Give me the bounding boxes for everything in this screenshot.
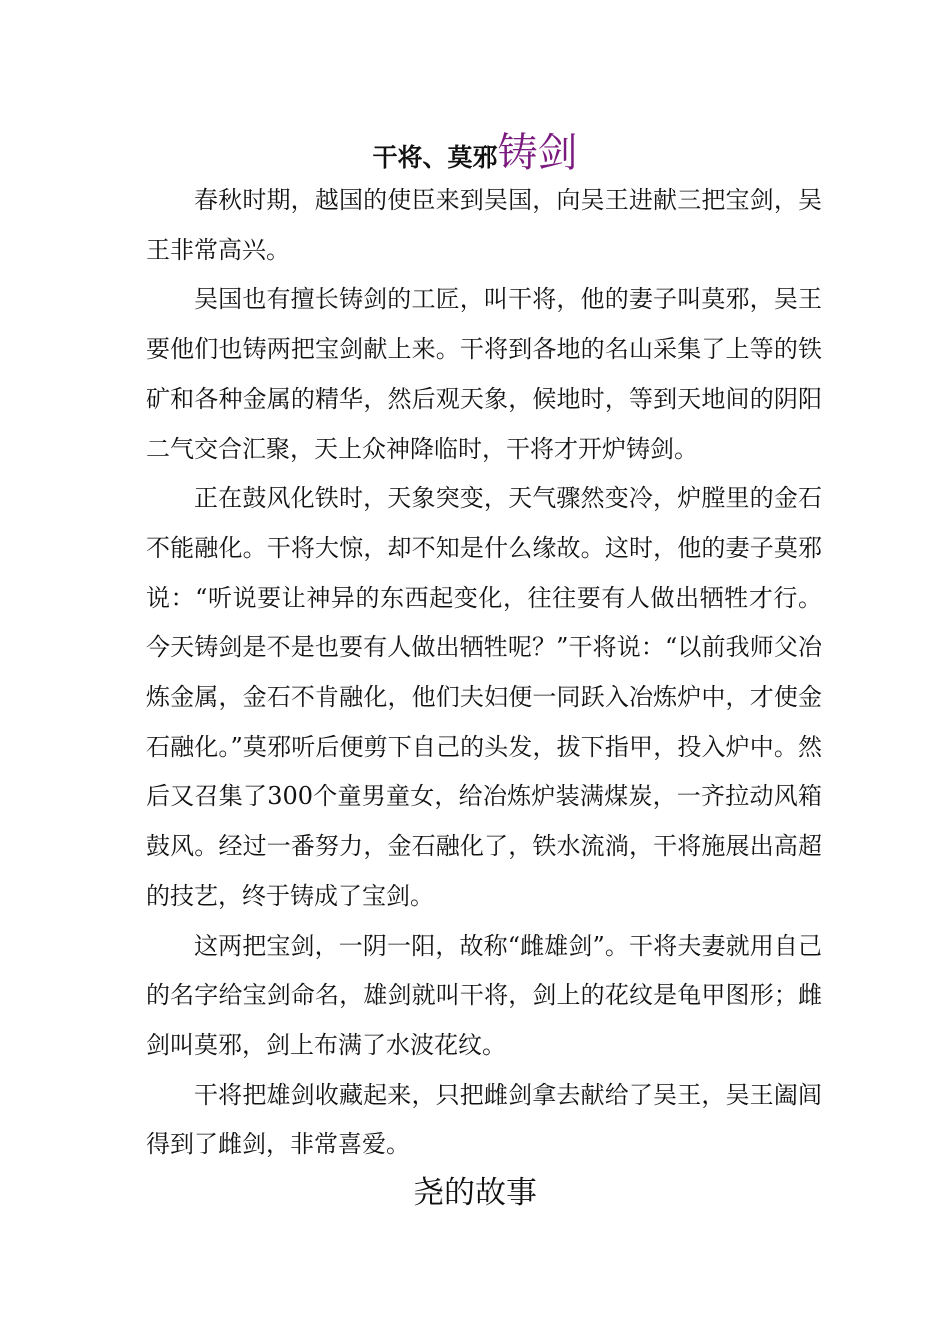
next-story-heading: 尧的故事 xyxy=(413,1175,537,1211)
paragraph-2: 吴国也有擅长铸剑的工匠，叫干将，他的妻子叫莫邪，吴王要他们也铸两把宝剑献上来。干将到各地的名山采集了上等的铁矿和各种金属的精华，然后观天象，候地时，等到天地间的阴阳二气交合汇聚，天上众神降临时，干将才开炉铸剑。 xyxy=(146,285,822,463)
paragraph-4: 这两把宝剑，一阴一阳，故称“雌雄剑”。干将夫妻就用自己的名字给宝剑命名，雄剑就叫干将，剑上的花纹是龟甲图形；雌剑叫莫邪，剑上布满了水波花纹。 xyxy=(146,931,822,1059)
story-title-names: 干将、莫邪 xyxy=(372,143,498,172)
paragraph-1: 春秋时期，越国的使臣来到吴国，向吴王进献三把宝剑，吴王非常高兴。 xyxy=(146,186,822,264)
story-body xyxy=(146,176,822,1170)
paragraph-3: 正在鼓风化铁时，天象突变，天气骤然变冷，炉膛里的金石不能融化。干将大惊，却不知是什么缘故。这时，他的妻子莫邪说：“听说要让神异的东西起变化，往往要有人做出牺牲才行。今天铸剑是不是也要有人做出牺牲呢？”干将说：“以前我师父冶炼金属，金石不肯融化，他们夫妇便一同跃入冶炼炉中，才使金石融化。”莫邪听后便剪下自己的头发，拔下指甲，投入炉中。然后又召集了300个童男童女，给冶炼炉装满煤炭，一齐拉动风箱鼓风。经过一番努力，金石融化了，铁水流淌，干将施展出高超的技艺，终于铸成了宝剑。 xyxy=(146,484,822,910)
story-title-accent: 铸剑 xyxy=(497,130,578,176)
paragraph-5: 干将把雄剑收藏起来，只把雌剑拿去献给了吴王，吴王阖闾得到了雌剑，非常喜爱。 xyxy=(146,1080,822,1159)
